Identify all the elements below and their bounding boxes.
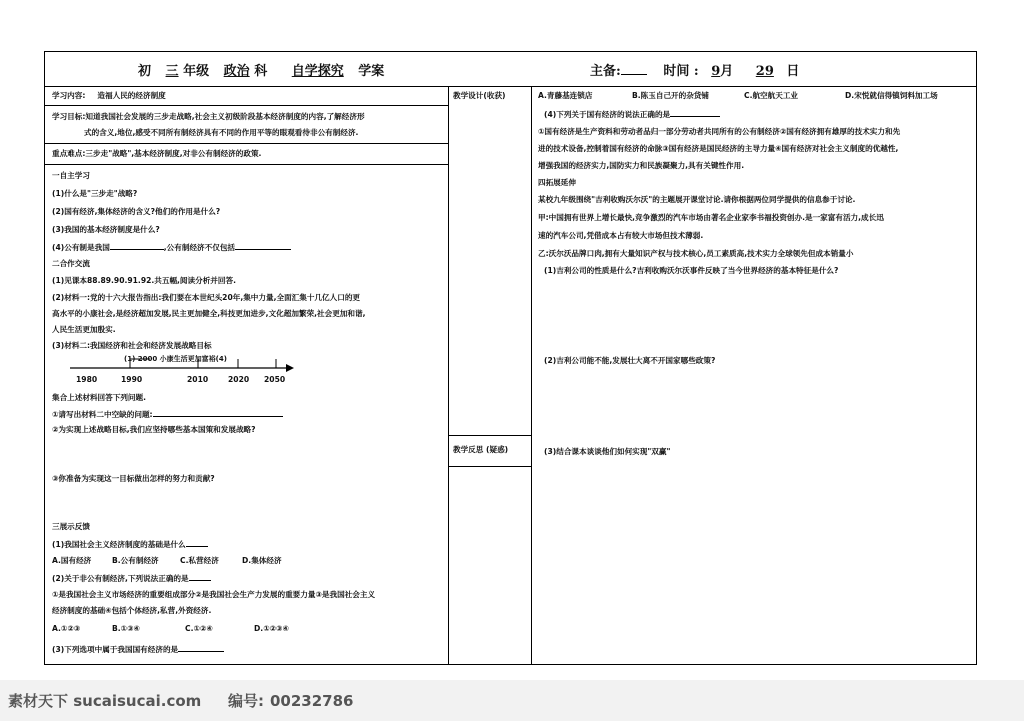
row-divider — [44, 143, 448, 144]
answer-option: A.国有经济 — [52, 556, 92, 565]
answer-option: B.公有制经济 — [112, 556, 159, 565]
paragraph: (2)材料一:党的十六大报告指出:我们要在本世纪头20年,集中力量,全面汇集十几亿人口的更 — [52, 293, 361, 302]
timeline-year: 2010 — [187, 375, 209, 384]
column-divider-right — [531, 86, 532, 665]
header-divider — [44, 86, 977, 87]
reflection-label: 教学反思 (疑惑) — [453, 445, 509, 454]
design-label: 教学设计(收获) — [453, 91, 506, 100]
paragraph: 某校九年级围绕"吉利收购沃尔沃"的主题展开课堂讨论.请你根据两位同学提供的信息参于讨论. — [538, 195, 856, 204]
key-points: 重点难点:三步走"战略",基本经济制度,对非公有制经济的政策. — [52, 149, 262, 158]
paragraph: 甲:中国拥有世界上增长最快,竞争激烈的汽车市场由著名企业家李书福投资创办.是一家富有活力,成长迅 — [538, 213, 884, 222]
page-title: 初 三 年级 政治 科 自学探究 学案 — [138, 64, 385, 79]
paragraph: 速的汽车公司,凭借成本占有较大市场但技术薄弱. — [538, 231, 704, 240]
timeline-year: 1980 — [76, 375, 98, 384]
answer-option: D.宋悦就信得镇饲料加工场 — [845, 91, 938, 100]
answer-option: A.①②③ — [52, 624, 81, 633]
question: (4)公有制是我国 ,公有制经济不仅包括 — [52, 241, 291, 253]
question: (3)结合课本谈谈他们如何实现"双赢" — [544, 447, 671, 456]
answer-option: B.①③④ — [112, 624, 140, 633]
watermark-site: 素材天下 sucaisucai.com — [8, 692, 202, 710]
paragraph: ①国有经济是生产资料和劳动者品归一部分劳动者共同所有的公有制经济②国有经济拥有雄厚的技术实力和先 — [538, 127, 901, 136]
paragraph: 经济制度的基础④包括个体经济,私营,外资经济. — [52, 606, 212, 615]
answer-option: C.私营经济 — [180, 556, 219, 565]
answer-option: C.①②④ — [185, 624, 213, 633]
question: (2)关于非公有制经济,下列说法正确的是 — [52, 572, 211, 584]
timeline-year: 2020 — [228, 375, 250, 384]
row-divider — [44, 164, 448, 165]
timeline-note: (1) 2000 小康生活更加富裕(4) — [124, 355, 227, 363]
question: (1)什么是"三步走"战略? — [52, 189, 138, 198]
timeline-year: 2050 — [264, 375, 286, 384]
learning-content: 学习内容: 造福人民的经济制度 — [52, 91, 166, 100]
paragraph: 高水平的小康社会,是经济超加发展,民主更加健全,科技更加进步,文化超加繁荣,社会更加和谐, — [52, 309, 366, 318]
question: ②为实现上述战略目标,我们应坚持哪些基本国策和发展战略? — [52, 425, 256, 434]
question: (3)我国的基本经济制度是什么? — [52, 225, 160, 234]
learning-goal-line1: 学习目标:知道我国社会发展的三步走战略,社会主义初级阶段基本经济制度的内容,了解经济形 — [52, 112, 365, 121]
paragraph: 集合上述材料回答下列问题. — [52, 393, 147, 402]
learning-goal-line2: 式的含义,地位,感受不同所有制经济具有不同的作用平等的眼观看待非公有制经济. — [84, 128, 359, 137]
row-divider — [448, 466, 531, 467]
paragraph: 乙:沃尔沃品牌口肉,拥有大量知识产权与技术核心,员工素质高,技术实力全球领先但成本销量小 — [538, 249, 854, 258]
answer-option: C.航空航天工业 — [744, 91, 799, 100]
answer-option: D.集体经济 — [242, 556, 282, 565]
question: ③你准备为实现这一目标做出怎样的努力和贡献? — [52, 474, 215, 483]
paragraph: (3)材料二:我国经济和社会和经济发展战略目标 — [52, 341, 212, 350]
row-divider — [44, 105, 448, 106]
section-extension: 四拓展延伸 — [538, 178, 576, 187]
section-feedback: 三展示反馈 — [52, 522, 90, 531]
row-divider — [448, 435, 531, 436]
paragraph: (1)见课本88.89.90.91.92.共五幅,阅读分析并回答. — [52, 276, 236, 285]
paragraph: 人民生活更加殷实. — [52, 325, 116, 334]
question: (1)我国社会主义经济制度的基础是什么 — [52, 538, 208, 550]
answer-option: B.陈玉自己开的杂货铺 — [632, 91, 710, 100]
watermark-id: 编号: 00232786 — [228, 692, 354, 710]
paragraph: 进的技术设备,控制着国有经济的命脉③国有经济是国民经济的主导力量④国有经济对社会主义制度的优越性, — [538, 144, 899, 153]
paragraph: ①是我国社会主义市场经济的重要组成部分②是我国社会生产力发展的重要力量③是我国社会主义 — [52, 590, 376, 599]
timeline-year: 1990 — [121, 375, 143, 384]
question: ①请写出材料二中空缺的问题: — [52, 408, 283, 420]
question: (1)吉利公司的性质是什么?吉利收购沃尔沃事件反映了当今世界经济的基本特征是什么? — [544, 266, 839, 275]
answer-option: A.青藤基连锁店 — [538, 91, 593, 100]
question: (2)国有经济,集体经济的含义?他们的作用是什么? — [52, 207, 221, 216]
answer-option: D.①②③④ — [254, 624, 289, 633]
section-self-study: 一自主学习 — [52, 171, 90, 180]
section-cooperation: 二合作交流 — [52, 259, 90, 268]
header-meta: 主备: 时间 : 9月 29 日 — [590, 64, 800, 79]
paragraph: 增强我国的经济实力,国防实力和民族凝聚力,具有关键性作用. — [538, 161, 745, 170]
question: (2)吉利公司能不能,发展壮大离不开国家哪些政策? — [544, 356, 716, 365]
question: (3)下列选项中属于我国国有经济的是 — [52, 643, 224, 655]
column-divider-left — [448, 86, 449, 665]
question: (4)下列关于国有经济的说法正确的是 — [544, 108, 720, 120]
